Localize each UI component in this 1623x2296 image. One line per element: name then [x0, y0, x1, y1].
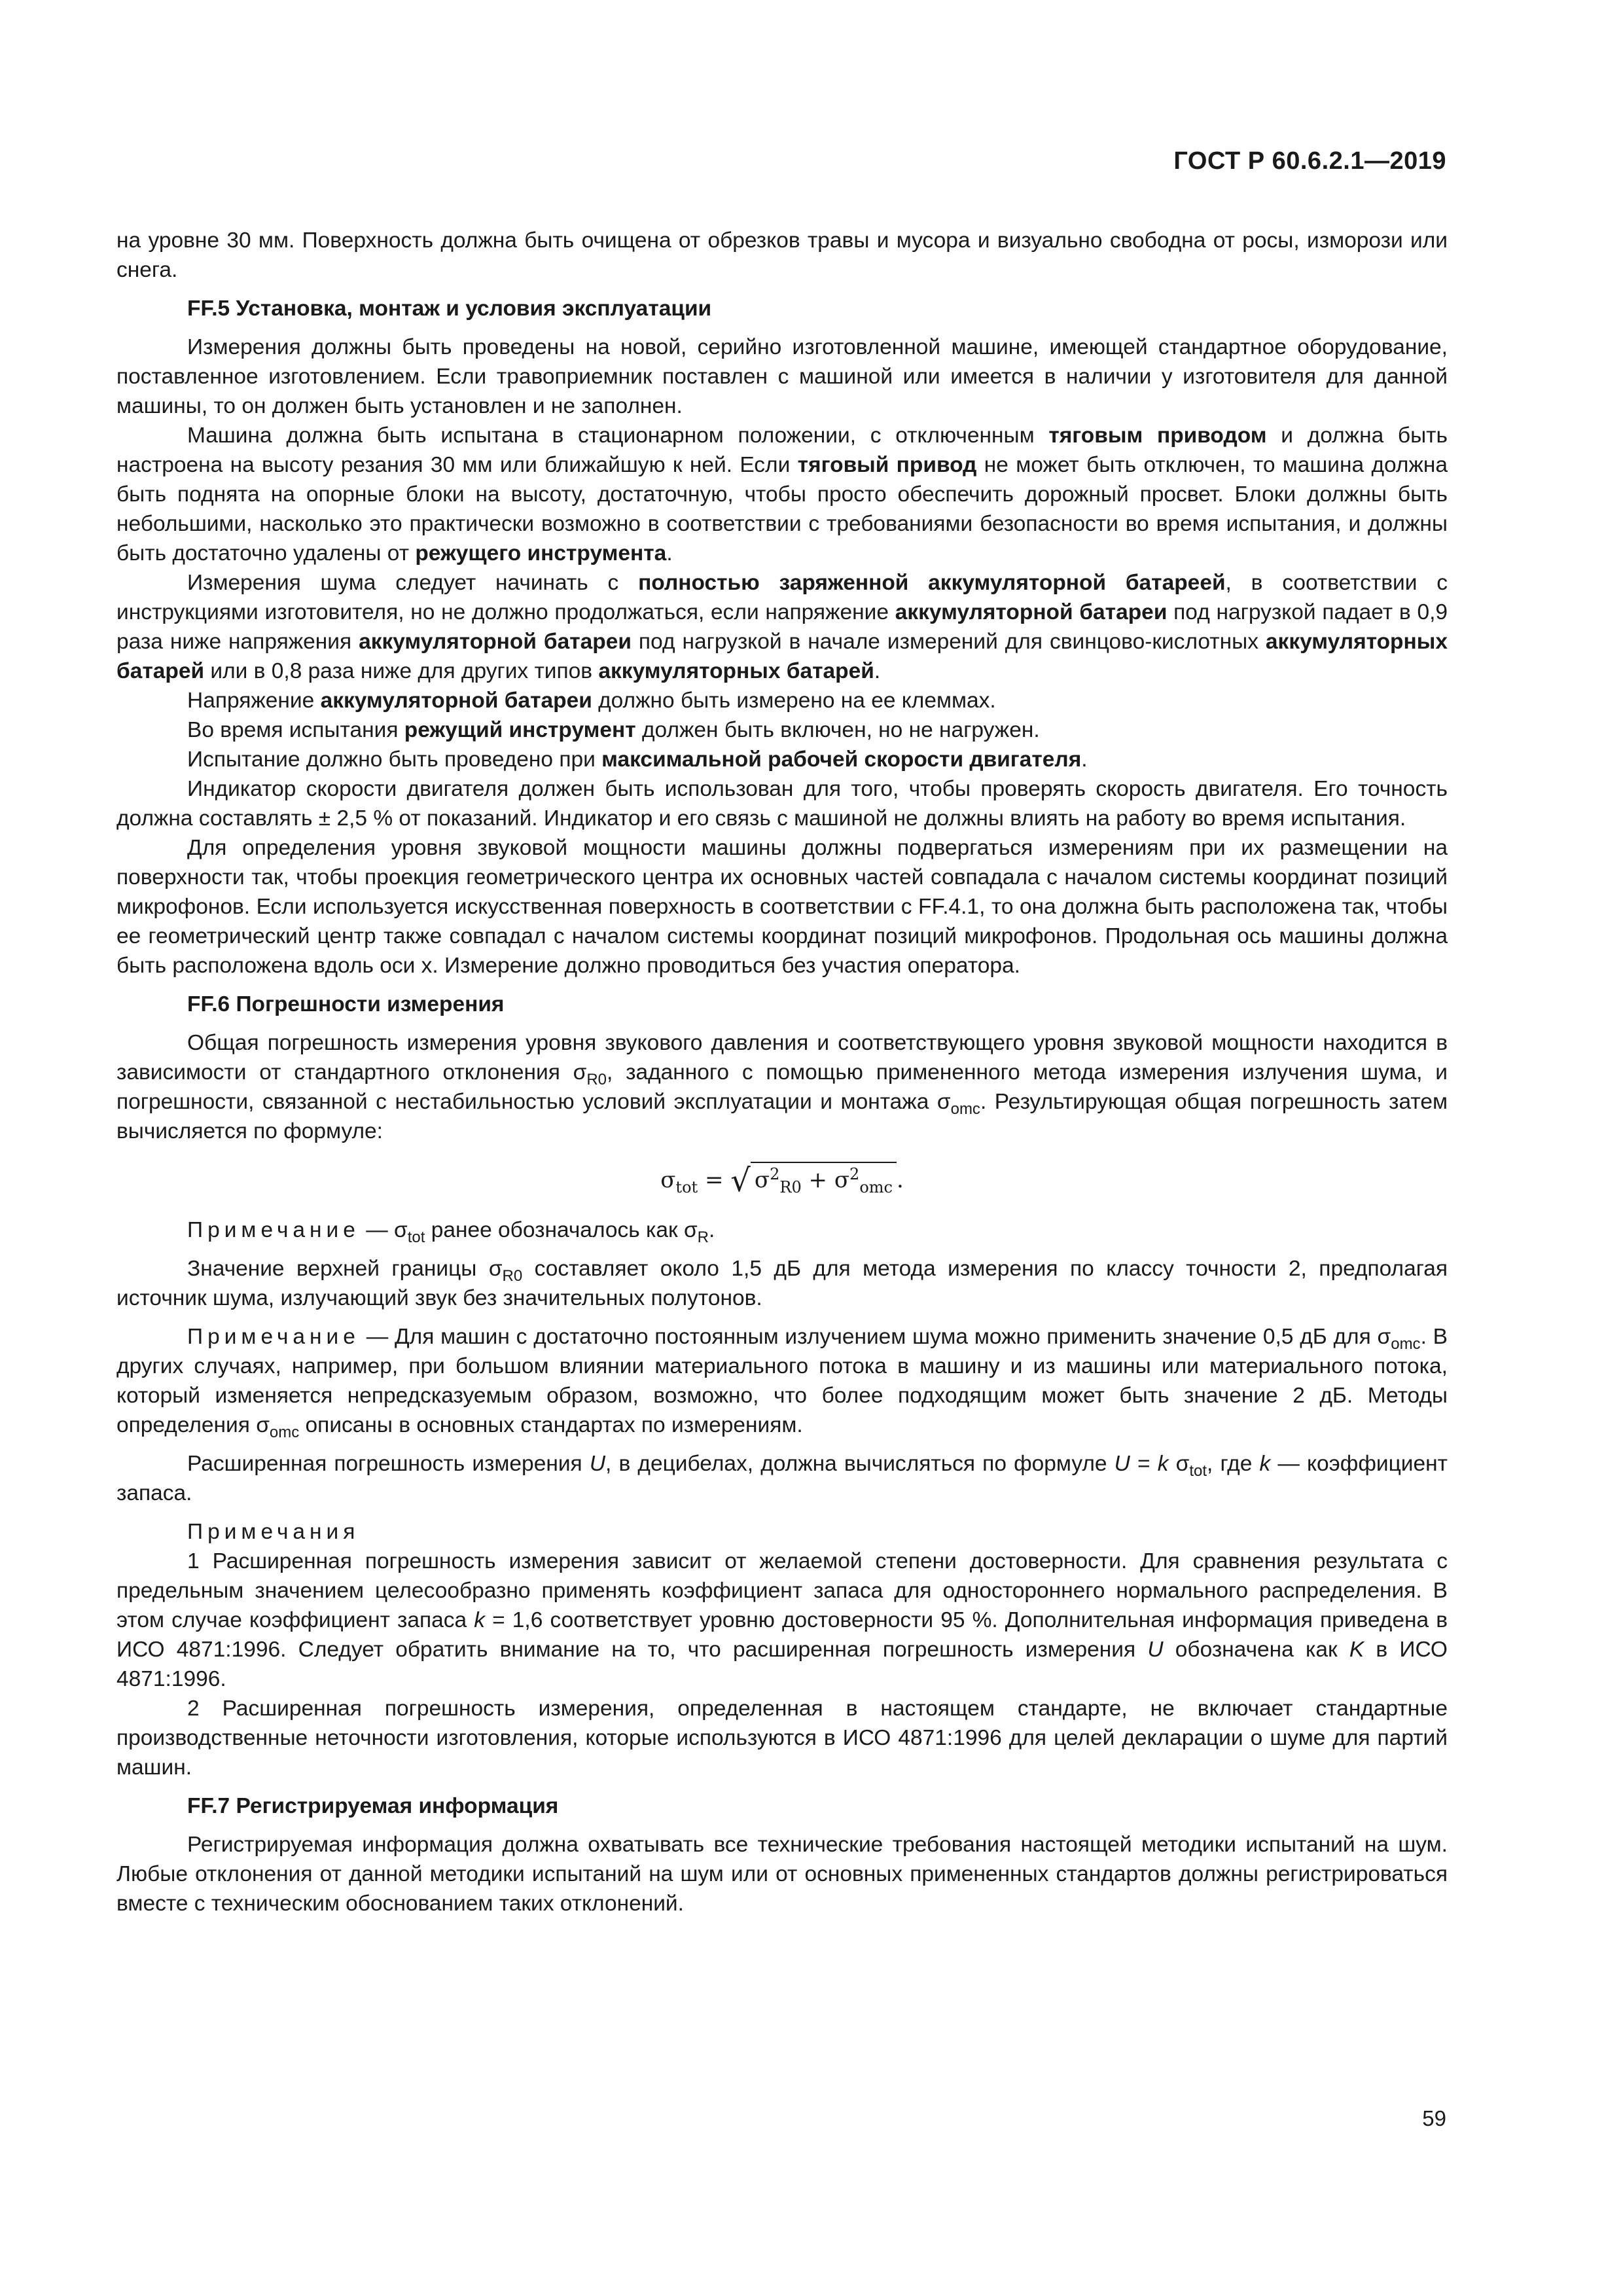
ff7-paragraph-1: Регистрируемая информация должна охватывать все технические требования настоящей методики испытаний на шум. Любые отклонения от данной методики испытаний на шум или от основных примененных стандартов должны регистрироваться вместе с техническим обоснованием таких отклонений.: [116, 1833, 1448, 1916]
paragraph-intro: на уровне 30 мм. Поверхность должна быть очищена от обрезков травы и мусора и визуально свободна от росы, изморози или снега.: [116, 228, 1448, 282]
radicand: $\sigma^2_{R0} + \sigma^2_{omc}$: [751, 1162, 897, 1195]
uncertainty-formula: $\sigma_{tot}$ = √ $\sigma^2_{R0} + \sigma^2_{omc}$ .: [660, 1162, 904, 1199]
ff5-paragraph-8: Для определения уровня звуковой мощности машины должны подвергаться измерениям при их размещении на поверхности так, чтобы проекция геометрического центра их основных частей совпадала с началом системы координат позиций микрофонов. Если используется искусственная поверхность в соответствии с FF.4.1, то она должна быть расположена так, чтобы ее геометрический центр также совпадал с началом системы координат позиций микрофонов. Продольная ось машины должна быть расположена вдоль оси x. Измерение должно проводиться без участия оператора.: [116, 836, 1448, 978]
section-heading-ff5: FF.5 Установка, монтаж и условия эксплуатации: [187, 296, 712, 321]
ff5-paragraph-7: Индикатор скорости двигателя должен быть использован для того, чтобы проверять скорость двигателя. Его точность должна составлять ± 2,5 % от показаний. Индикатор и его связь с машиной не должны влиять на работу во время испытания.: [116, 777, 1448, 831]
document-code-header: ГОСТ Р 60.6.2.1—2019: [1173, 147, 1446, 175]
ff5-paragraph-5: Во время испытания режущий инструмент должен быть включен, но не нагружен.: [187, 718, 1040, 742]
section-heading-ff6: FF.6 Погрешности измерения: [187, 992, 505, 1016]
page-number: 59: [1422, 2106, 1446, 2130]
ff5-paragraph-6: Испытание должно быть проведено при максимальной рабочей скорости двигателя.: [187, 747, 1088, 772]
ff6-note-item-2: 2 Расширенная погрешность измерения, определенная в настоящем стандарте, не включает стандартные производственные неточности изготовления, которые используются в ИСО 4871:1996 для целей декларации о шуме для партий машин.: [116, 1696, 1448, 1780]
ff6-paragraph-2: Значение верхней границы $\sigma_{R0}$ составляет около 1,5 дБ для метода измерения по классу точности 2, предполагая источник шума, излучающий звук без значительных полутонов.: [116, 1257, 1448, 1310]
ff5-paragraph-4: Напряжение аккумуляторной батареи должно быть измерено на ее клеммах.: [187, 689, 996, 713]
ff5-paragraph-3: Измерения шума следует начинать с полностью заряженной аккумуляторной батареей, в соответствии с инструкциями изготовителя, но не должно продолжаться, если напряжение аккумуляторной батареи под нагрузкой падает в 0,9 раза ниже напряжения аккумуляторной батареи под нагрузкой в начале измерений для свинцово-кислотных аккумуляторных батарей или в 0,8 раза ниже для других типов аккумуляторных батарей.: [116, 571, 1448, 683]
ff6-note-item-1: 1 Расширенная погрешность измерения зависит от желаемой степени достоверности. Для сравнения результата с предельным значением целесообразно применять коэффициент запаса для одностороннего нормального распределения. В этом случае коэффициент запаса k = 1,6 соответствует уровню достоверности 95 %. Дополнительная информация приведена в ИСО 4871:1996. Следует обратить внимание на то, что расширенная погрешность измерения U обозначена как K в ИСО 4871:1996.: [116, 1549, 1448, 1691]
ff6-note-1: Примечание — $\sigma_{tot}$ ранее обозначалось как $\sigma_R$.: [187, 1218, 715, 1246]
ff6-note-2: Примечание — Для машин с достаточно постоянным излучением шума можно применить значение 0,5 дБ для $\sigma_{omc}$. В других случаях, например, при большом влиянии материального потока в машину и из машины или материального потока, который изменяется непредсказуемым образом, возможно, что более подходящим может быть значение 2 дБ. Методы определения $\sigma_{omc}$ описаны в основных стандартах по измерениям.: [116, 1325, 1448, 1441]
ff5-paragraph-1: Измерения должны быть проведены на новой, серийно изготовленной машине, имеющей стандартное оборудование, поставленное изготовлением. Если травоприемник поставлен с машиной или имеется в наличии у изготовителя для данной машины, то он должен быть установлен и не заполнен.: [116, 335, 1448, 418]
page-content: [116, 226, 1448, 1918]
square-root-icon: √: [730, 1162, 751, 1199]
ff6-paragraph-3: Расширенная погрешность измерения U, в децибелах, должна вычисляться по формуле U = k $\sigma_{tot}$, где k — коэффициент запаса.: [116, 1452, 1448, 1505]
ff5-paragraph-2: Машина должна быть испытана в стационарном положении, с отключенным тяговым приводом и должна быть настроена на высоту резания 30 мм или ближайшую к ней. Если тяговый привод не может быть отключен, то машина должна быть поднята на опорные блоки на высоту, достаточную, чтобы просто обеспечить дорожный просвет. Блоки должны быть небольшими, насколько это практически возможно в соответствии с требованиями безопасности во время испытания, и должны быть достаточно удалены от режущего инструмента.: [116, 423, 1448, 565]
ff6-paragraph-1: Общая погрешность измерения уровня звукового давления и соответствующего уровня звуковой мощности находится в зависимости от стандартного отклонения $\sigma_{R0}$, заданного с помощью примененного метода измерения излучения шума, и погрешности, связанной с нестабильностью условий эксплуатации и монтажа $\sigma_{omc}$. Результирующая общая погрешность затем вычисляется по формуле:: [116, 1031, 1448, 1143]
section-heading-ff7: FF.7 Регистрируемая информация: [187, 1794, 559, 1818]
ff6-notes-label: Примечания: [187, 1520, 360, 1544]
